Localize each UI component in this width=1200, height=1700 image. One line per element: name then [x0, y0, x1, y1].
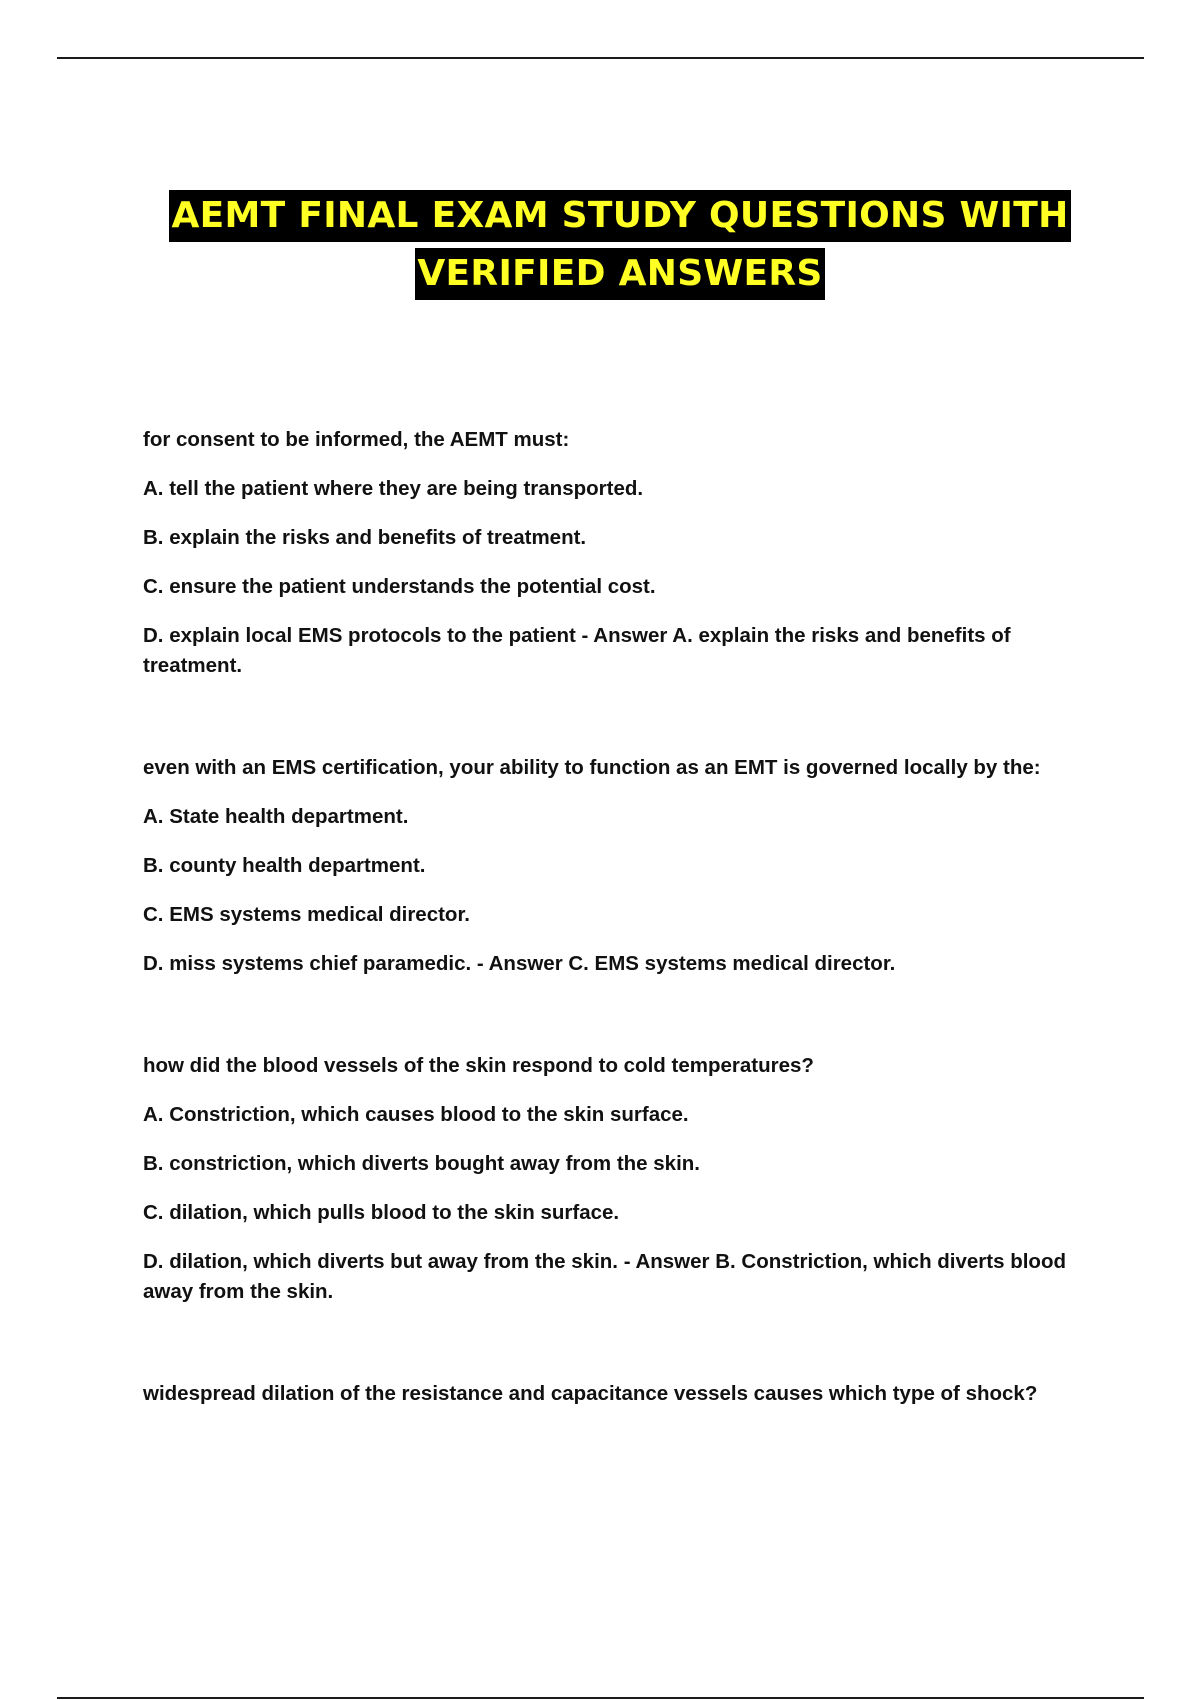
answer-option: C. ensure the patient understands the potential cost.: [143, 575, 656, 598]
answer-option-with-answer: D. dilation, which diverts but away from the skin. - Answer B. Constriction, which diverts blood away from the skin.: [143, 1250, 1066, 1303]
answer-option-with-answer: D. explain local EMS protocols to the patient - Answer A. explain the risks and benefits of treatment.: [143, 624, 1011, 677]
question-prompt: how did the blood vessels of the skin respond to cold temperatures?: [143, 1054, 814, 1077]
answer-option: B. explain the risks and benefits of treatment.: [143, 526, 587, 549]
answer-option: A. State health department.: [143, 805, 409, 828]
question-list: [143, 425, 1093, 1481]
question-block-3: [143, 1051, 1093, 1307]
answer-option: A. Constriction, which causes blood to the skin surface.: [143, 1103, 689, 1126]
answer-option-with-answer: D. miss systems chief paramedic. - Answer C. EMS systems medical director.: [143, 952, 896, 975]
question-prompt: even with an EMS certification, your ability to function as an EMT is governed locally by the:: [143, 756, 1041, 779]
question-block-1: [143, 425, 1093, 681]
bottom-rule: [57, 1697, 1144, 1699]
answer-option: C. EMS systems medical director.: [143, 903, 470, 926]
answer-option: C. dilation, which pulls blood to the skin surface.: [143, 1201, 620, 1224]
question-prompt: for consent to be informed, the AEMT must:: [143, 428, 570, 451]
answer-option: B. county health department.: [143, 854, 426, 877]
question-prompt: widespread dilation of the resistance and capacitance vessels causes which type of shock?: [143, 1382, 1038, 1405]
question-block-4: [143, 1379, 1093, 1409]
title-line-1: AEMT FINAL EXAM STUDY QUESTIONS WITH: [169, 190, 1070, 242]
top-rule: [57, 57, 1144, 59]
title-line-2: VERIFIED ANSWERS: [415, 248, 824, 300]
answer-option: A. tell the patient where they are being transported.: [143, 477, 644, 500]
answer-option: B. constriction, which diverts bought away from the skin.: [143, 1152, 700, 1175]
document-title: [0, 190, 1200, 306]
question-block-2: [143, 753, 1093, 979]
